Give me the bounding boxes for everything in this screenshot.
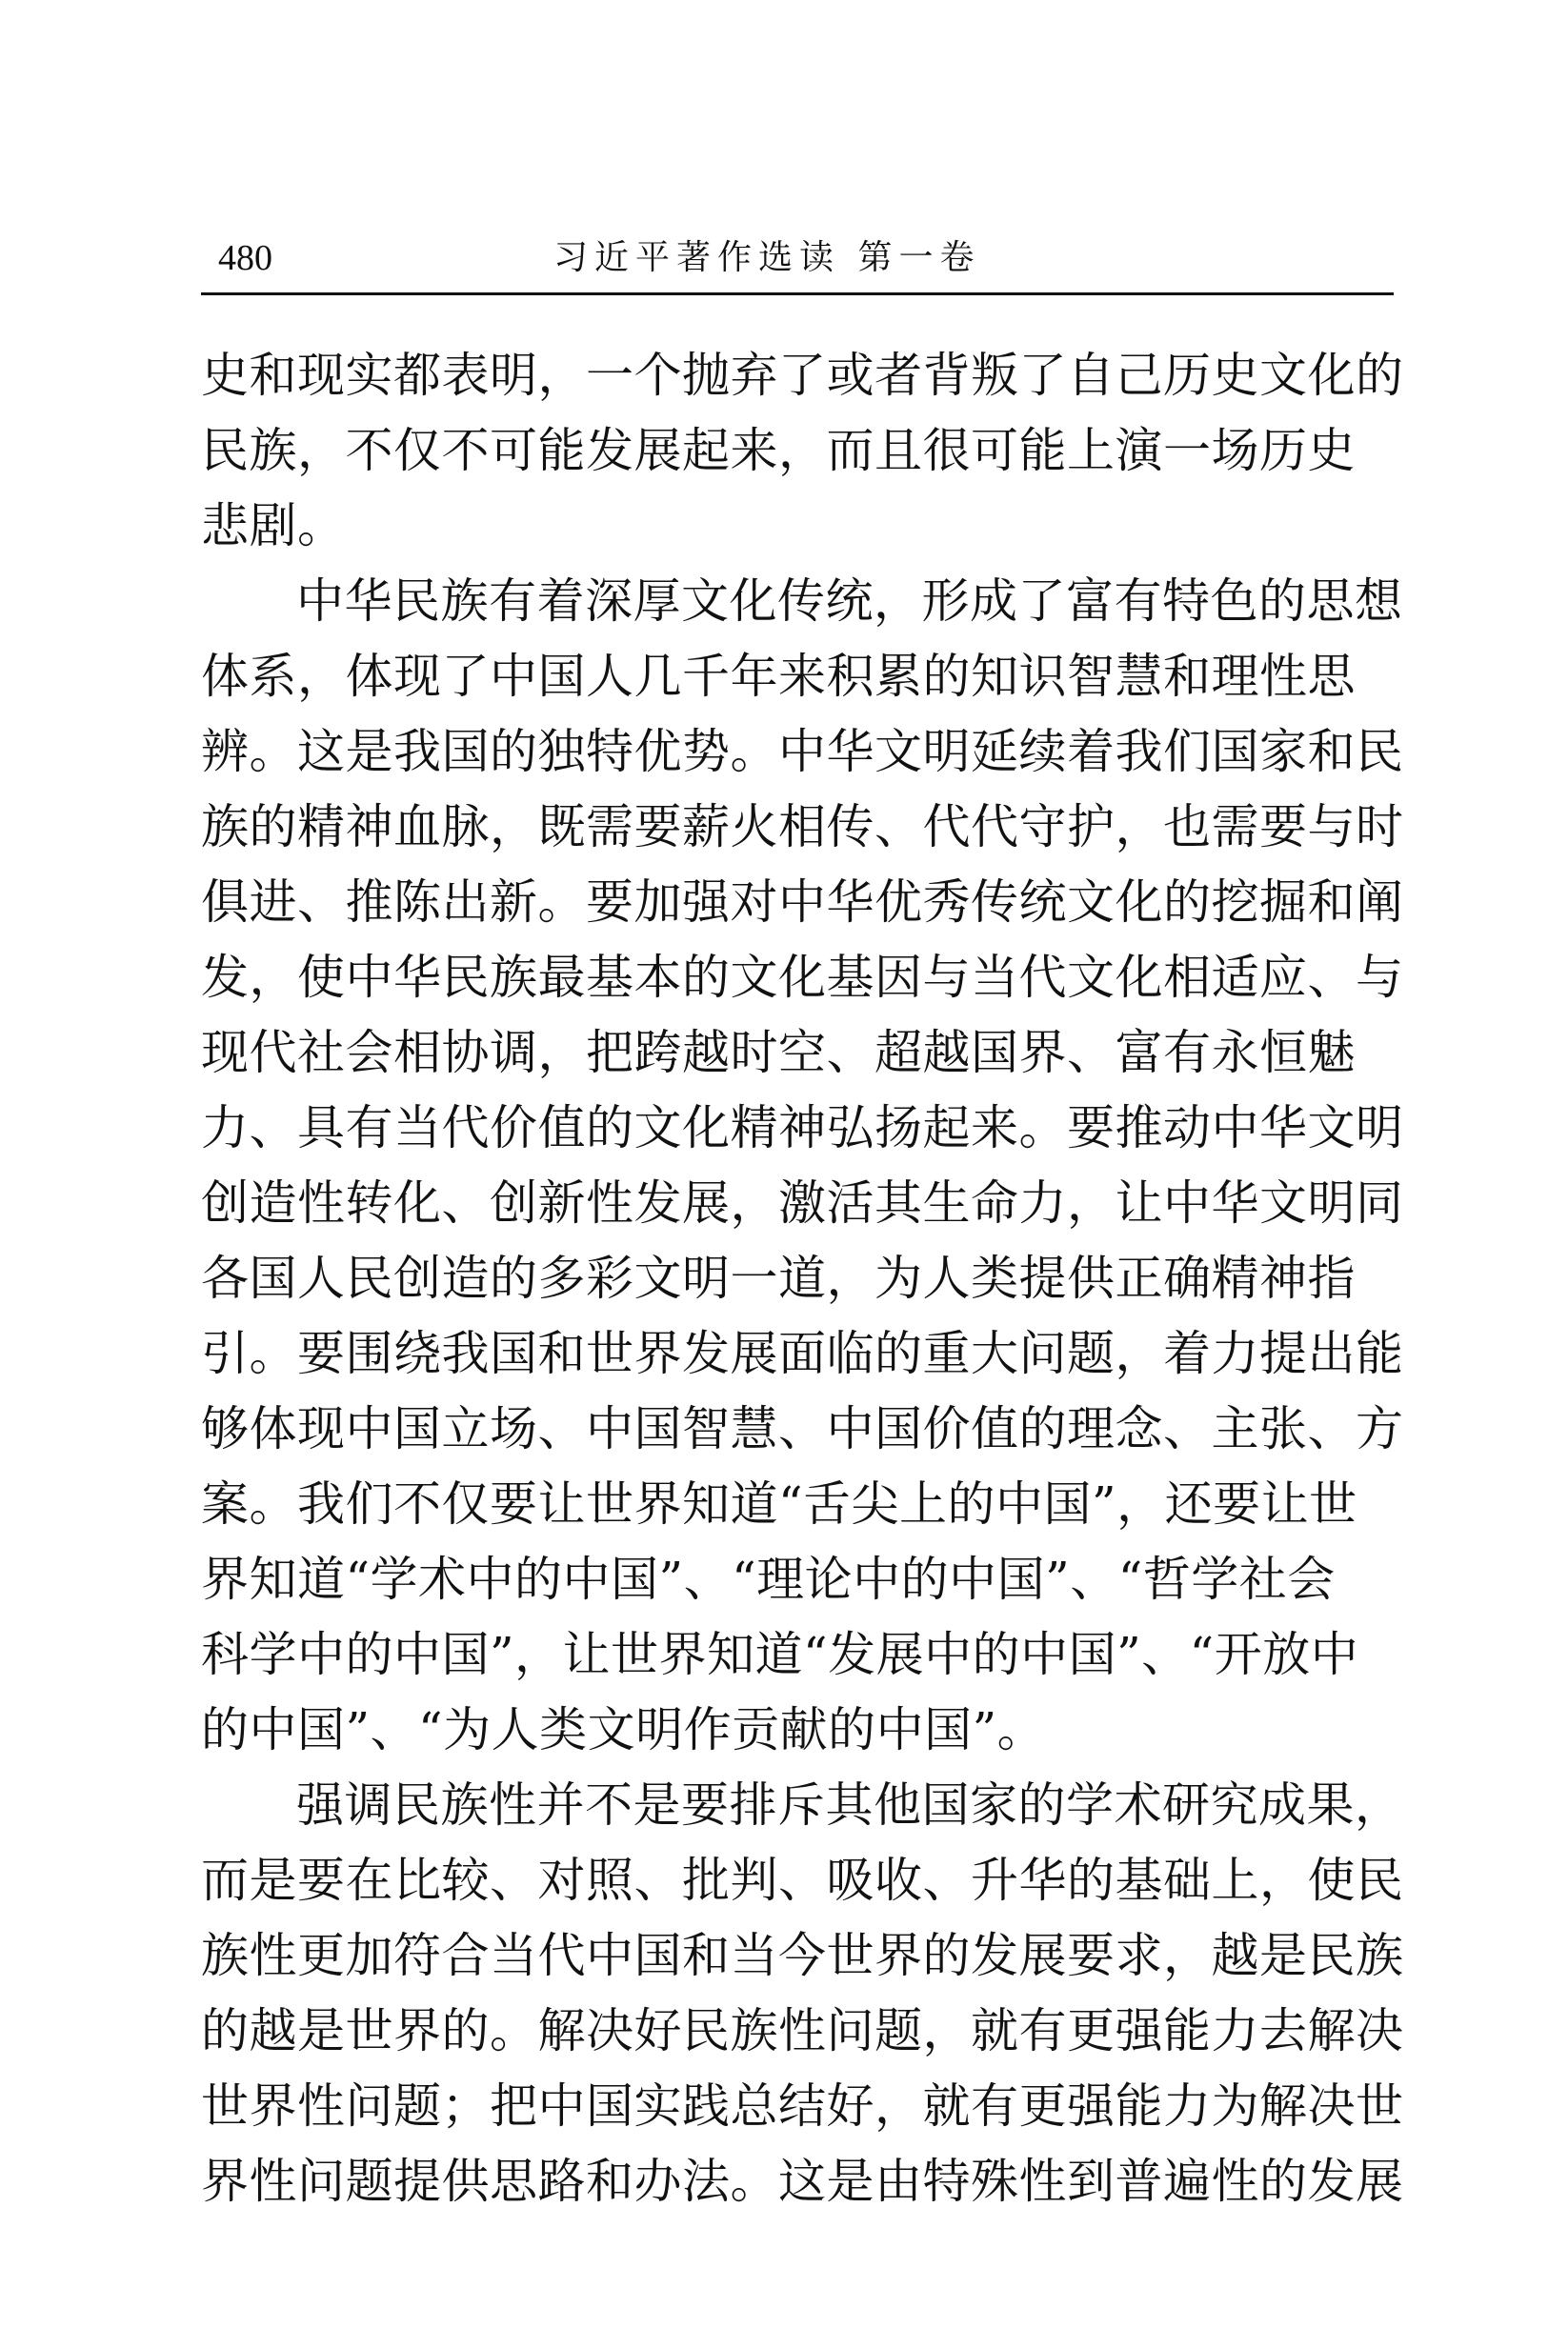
text-line: 的中国”、“为人类文明作贡献的中国”。 [201, 1702, 1046, 1757]
text-line: 悲剧。 [201, 498, 346, 553]
text-line: 引。要围绕我国和世界发展面临的重大问题，着力提出能 [201, 1326, 1404, 1381]
text-line: 各国人民创造的多彩文明一道，为人类提供正确精神指 [201, 1251, 1356, 1306]
text-line: 够体现中国立场、中国智慧、中国价值的理念、主张、方 [201, 1401, 1404, 1456]
paragraph-first-line: 强调民族性并不是要排斥其他国家的学术研究成果， [296, 1777, 1403, 1833]
page-number: 480 [218, 238, 272, 278]
running-head: 习近平著作选读 第一卷 [553, 238, 981, 277]
text-line: 科学中的中国”，让世界知道“发展中的中国”、“开放中 [201, 1627, 1359, 1682]
text-line: 的越是世界的。解决好民族性问题，就有更强能力去解决 [201, 2003, 1404, 2058]
text-line: 世界性问题；把中国实践总结好，就有更强能力为解决世 [201, 2078, 1404, 2134]
text-line: 案。我们不仅要让世界知道“舌尖上的中国”，还要让世 [201, 1476, 1357, 1532]
body-text [201, 338, 1404, 2219]
text-line: 民族，不仅不可能发展起来，而且很可能上演一场历史 [201, 423, 1356, 478]
header-rule [201, 292, 1394, 295]
text-line: 史和现实都表明，一个抛弃了或者背叛了自己历史文化的 [201, 348, 1404, 403]
text-line: 发，使中华民族最基本的文化基因与当代文化相适应、与 [201, 950, 1404, 1005]
paragraph-first-line: 中华民族有着深厚文化传统，形成了富有特色的思想 [296, 573, 1403, 629]
text-line: 界知道“学术中的中国”、“理论中的中国”、“哲学社会 [201, 1552, 1336, 1607]
text-line: 辨。这是我国的独特优势。中华文明延续着我们国家和民 [201, 724, 1404, 779]
text-line: 现代社会相协调，把跨越时空、超越国界、富有永恒魅 [201, 1025, 1356, 1080]
text-line: 族的精神血脉，既需要薪火相传、代代守护，也需要与时 [201, 799, 1404, 854]
text-line: 俱进、推陈出新。要加强对中华优秀传统文化的挖掘和阐 [201, 874, 1404, 930]
text-line: 体系，体现了中国人几千年来积累的知识智慧和理性思 [201, 649, 1356, 704]
text-line: 界性问题提供思路和办法。这是由特殊性到普遍性的发展 [201, 2154, 1404, 2209]
text-line: 力、具有当代价值的文化精神弘扬起来。要推动中华文明 [201, 1100, 1404, 1155]
text-line: 创造性转化、创新性发展，激活其生命力，让中华文明同 [201, 1175, 1404, 1231]
page-header [201, 227, 1394, 293]
text-line: 族性更加符合当代中国和当今世界的发展要求，越是民族 [201, 1928, 1404, 1983]
text-line: 而是要在比较、对照、批判、吸收、升华的基础上，使民 [201, 1853, 1404, 1908]
